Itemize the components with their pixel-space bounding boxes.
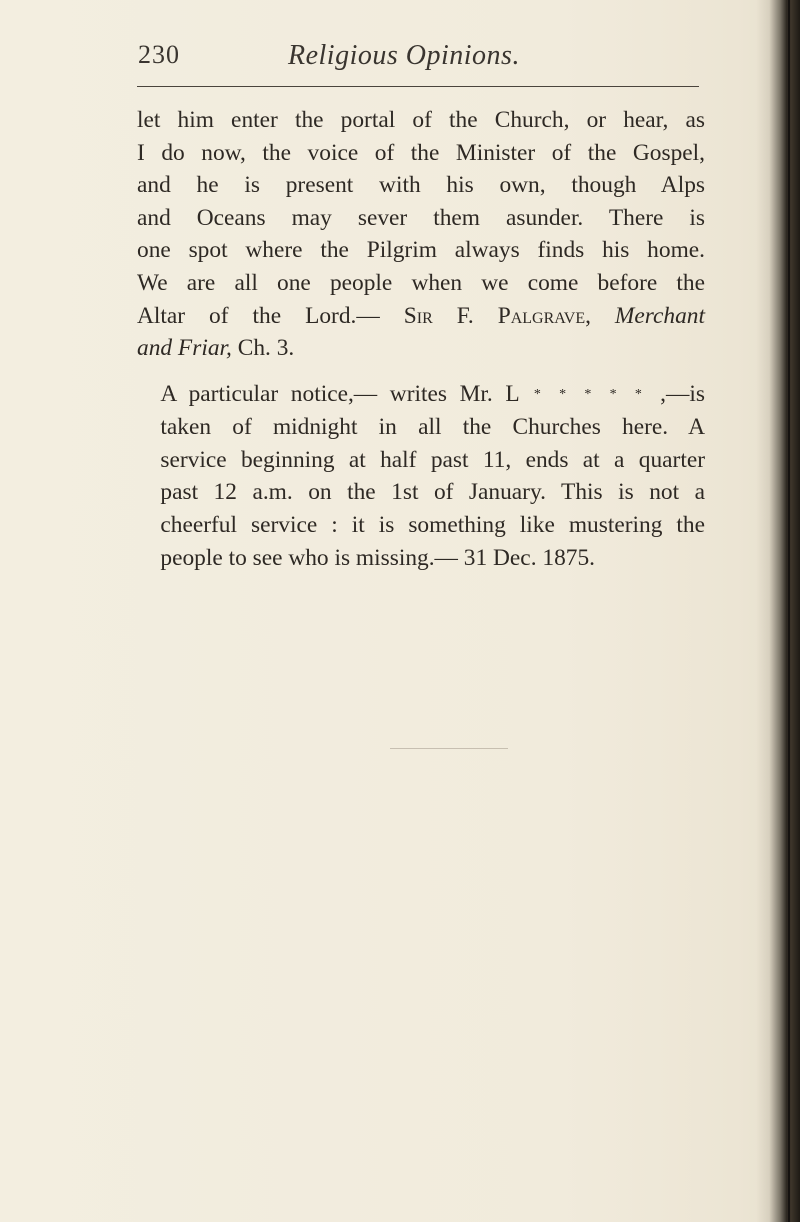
faint-page-mark: [390, 748, 508, 749]
text-line: cheerful service : it is something like mustering the: [160, 511, 705, 538]
book-spine-edge: [756, 0, 800, 1222]
text-line: one spot where the Pilgrim always finds his home.: [137, 237, 705, 264]
text-line-attribution: [137, 300, 705, 333]
asterisks: * * * * *: [519, 386, 661, 402]
attribution-source: Merchant: [590, 302, 706, 329]
paragraph-palgrave-quote: [137, 104, 705, 365]
text-line: We are all one people when we come before the: [137, 269, 705, 296]
text-line-first: [137, 378, 705, 412]
attribution-chapter: Ch. 3.: [231, 335, 295, 362]
text-line: and Oceans may sever them asunder. There is: [137, 204, 705, 231]
paragraph-midnight-service: [137, 378, 705, 575]
attribution-lead: Altar of the Lord.—: [137, 302, 404, 329]
text-line: taken of midnight in all the Churches here. A: [160, 414, 705, 441]
text-line: past 12 a.m. on the 1st of January. This is not a: [160, 479, 705, 506]
text-line-attribution-end: [137, 332, 705, 365]
page-number: 230: [138, 40, 180, 69]
text-line: let him enter the portal of the Church, or hear, as: [137, 107, 705, 133]
text-line: service beginning at half past 11, ends at a quarter: [160, 446, 705, 473]
text-line: people to see who is missing.— 31 Dec. 1875.: [160, 544, 596, 571]
text-line: and he is present with his own, though Alps: [137, 172, 705, 199]
running-head: [138, 40, 698, 80]
text-line: I do now, the voice of the Minister of the Gospel,: [137, 139, 705, 166]
notice-tail: ,—is: [660, 380, 706, 407]
notice-lead: A particular notice,— writes Mr. L: [160, 380, 520, 407]
running-title: Religious Opinions.: [288, 40, 520, 71]
spine-line: [788, 0, 790, 1222]
header-rule: [137, 86, 699, 87]
attribution-author: Sir F. Palgrave,: [403, 302, 591, 329]
body-text: [137, 104, 705, 587]
attribution-source-cont: and Friar,: [137, 335, 232, 362]
